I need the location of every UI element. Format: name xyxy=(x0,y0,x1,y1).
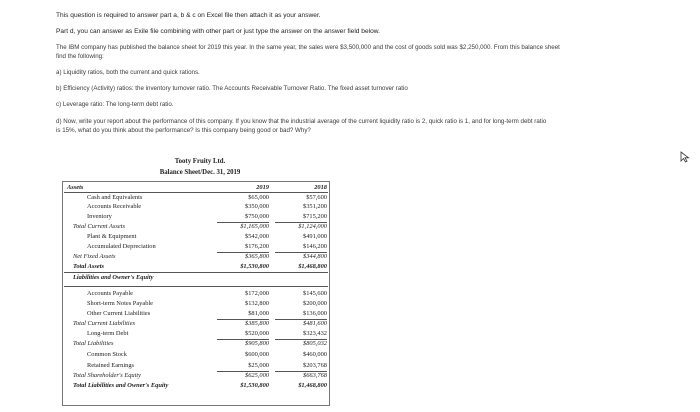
table-row xyxy=(63,243,329,251)
row-value-2019: $365,800 xyxy=(245,253,269,260)
row-value-2018: $136,000 xyxy=(303,310,327,317)
table-row xyxy=(63,274,329,282)
row-value-2019: $172,000 xyxy=(245,290,269,297)
table-row xyxy=(63,340,329,348)
row-value-2019: $600,000 xyxy=(245,351,269,358)
row-value-2018: $460,000 xyxy=(303,351,327,358)
row-value-2019: $350,000 xyxy=(245,203,269,210)
balance-sheet-table xyxy=(62,181,330,406)
table-row xyxy=(63,194,329,202)
table-row xyxy=(63,253,329,261)
question-line-1: This question is required to answer part a, b & c on Excel file then attach it as your answer. xyxy=(56,12,321,19)
row-label: Total Assets xyxy=(73,263,104,270)
row-label: Retained Earnings xyxy=(87,362,135,369)
balance-sheet-subtitle: Balance Sheet/Dec. 31, 2019 xyxy=(159,169,241,176)
row-value-2018: $200,000 xyxy=(303,300,327,307)
row-value-2019: $81,000 xyxy=(248,310,269,317)
divider xyxy=(64,192,328,193)
table-row xyxy=(63,372,329,380)
row-label: Plant & Equipment xyxy=(87,233,137,240)
row-value-2019: $1,530,800 xyxy=(240,382,269,389)
row-value-2019: $1,530,800 xyxy=(240,263,269,270)
row-label: Cash and Equivalents xyxy=(87,194,143,201)
table-header-row xyxy=(63,184,329,192)
table-row xyxy=(63,310,329,318)
row-label: Net Fixed Assets xyxy=(73,253,116,260)
row-value-2019: $905,800 xyxy=(245,340,269,347)
row-value-2018: $145,600 xyxy=(303,290,327,297)
row-value-2019: $542,000 xyxy=(245,233,269,240)
row-value-2018: $1,468,800 xyxy=(298,263,327,270)
row-label: Total Liabilities and Owner's Equity xyxy=(73,382,169,389)
divider xyxy=(64,286,328,287)
row-value-2019: $132,800 xyxy=(245,300,269,307)
table-row xyxy=(63,203,329,211)
row-value-2018: $715,200 xyxy=(303,213,327,220)
table-row xyxy=(63,382,329,390)
row-label: Inventory xyxy=(87,213,112,220)
row-label: Accounts Payable xyxy=(87,290,133,297)
row-value-2018: $203,768 xyxy=(303,362,327,369)
row-value-2018: $805,032 xyxy=(303,340,327,347)
row-value-2018: $1,124,000 xyxy=(298,223,327,230)
table-row xyxy=(63,290,329,298)
table-row xyxy=(63,263,329,271)
balance-sheet-company: Tooty Fruity Ltd. xyxy=(174,158,226,165)
header-assets-label: Assets xyxy=(67,184,84,191)
row-value-2018: $351,200 xyxy=(303,203,327,210)
table-row xyxy=(63,213,329,221)
row-label: Total Shareholder's Equity xyxy=(73,372,141,379)
table-row xyxy=(63,300,329,308)
row-value-2019: $520,000 xyxy=(245,330,269,337)
question-part-a: a) Liquidity ratios, both the current and quick rations. xyxy=(56,69,200,76)
row-value-2018: $344,800 xyxy=(303,253,327,260)
row-value-2018: $1,468,800 xyxy=(298,382,327,389)
row-value-2019: $65,000 xyxy=(248,194,269,201)
question-line-3: The IBM company has published the balance sheet for 2019 this year. In the same year, the sales were $3,500,000 and the cost of goods sold was $2,250,000. From this balance sheet xyxy=(56,44,560,51)
row-value-2018: $323,432 xyxy=(303,330,327,337)
row-label: Total Liabilities xyxy=(73,340,114,347)
row-label: Short-term Notes Payable xyxy=(87,300,154,307)
row-value-2018: $146,200 xyxy=(303,243,327,250)
row-label: Common Stock xyxy=(87,351,127,358)
question-part-d-line-1: d) Now, write your report about the performance of this company. If you know that the industrial average of the current liquidity ratio is 2, quick ratio is 1, and for long-term debt ratio xyxy=(56,118,547,125)
divider xyxy=(64,272,328,273)
row-value-2019: $176,200 xyxy=(245,243,269,250)
row-label: Total Current Assets xyxy=(73,223,125,230)
header-2018: 2018 xyxy=(314,184,327,191)
row-value-2018: $491,000 xyxy=(303,233,327,240)
table-row xyxy=(63,362,329,370)
table-row xyxy=(63,330,329,338)
row-value-2019: $1,165,000 xyxy=(240,223,269,230)
question-line-2: Part d, you can answer as Exile file combining with other part or just type the answer on the answer field below. xyxy=(56,28,380,35)
table-row xyxy=(63,320,329,328)
table-row xyxy=(63,223,329,231)
row-value-2018: $481,600 xyxy=(303,320,327,327)
table-row xyxy=(63,351,329,359)
row-label: Accumulated Depreciation xyxy=(87,243,156,250)
mouse-cursor-icon xyxy=(680,151,690,163)
row-value-2018: $57,600 xyxy=(306,194,327,201)
row-label: Long-term Debt xyxy=(87,330,129,337)
row-value-2019: $25,000 xyxy=(248,362,269,369)
row-value-2019: $625,000 xyxy=(245,372,269,379)
row-label: Other Current Liabilities xyxy=(87,310,151,317)
row-label: Total Current Liabilities xyxy=(73,320,136,327)
row-value-2018: $663,768 xyxy=(303,372,327,379)
question-line-4: find the following: xyxy=(56,53,104,60)
row-value-2019: $385,800 xyxy=(245,320,269,327)
liabilities-section-label: Liabilities and Owner's Equity xyxy=(73,274,154,281)
question-part-d-line-2: is 15%, what do you think about the performance? Is this company being good or bad? Why? xyxy=(56,127,311,134)
table-row xyxy=(63,233,329,241)
question-part-c: c) Leverage ratio: The long-term debt ratio. xyxy=(56,101,174,108)
row-value-2019: $750,000 xyxy=(245,213,269,220)
row-label: Accounts Receivable xyxy=(87,203,142,210)
header-2019: 2019 xyxy=(256,184,269,191)
question-part-b: b) Efficiency (Activity) ratios: the inventory turnover ratio. The Accounts Receivable Turnover Ratio. The fixed asset turnover ratio xyxy=(56,85,408,92)
